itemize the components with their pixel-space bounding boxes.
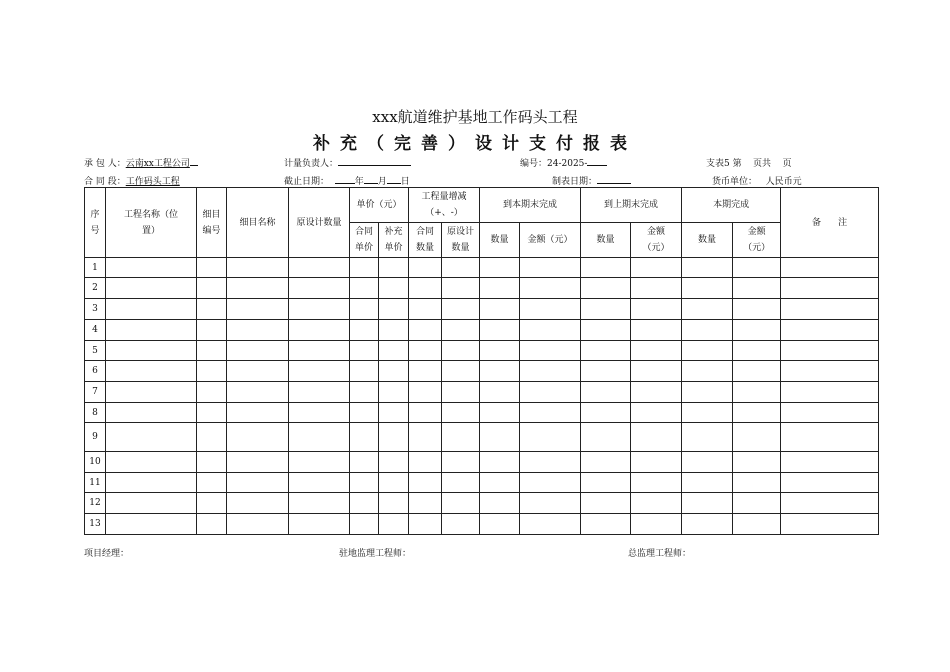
measure-field xyxy=(284,156,411,169)
header-seq: 序 号 xyxy=(85,188,106,258)
day-label: 日 xyxy=(400,177,410,187)
table-cell xyxy=(781,473,879,493)
table-row xyxy=(85,514,879,535)
table-cell xyxy=(733,341,781,361)
table-cell xyxy=(581,403,631,423)
table-cell xyxy=(631,299,682,320)
table-cell xyxy=(227,514,289,535)
table-cell xyxy=(631,452,682,473)
table-cell xyxy=(520,361,581,382)
table-cell xyxy=(442,382,480,403)
header-project-name: 工程名称（位 置） xyxy=(106,188,197,258)
table-cell xyxy=(442,361,480,382)
table-cell xyxy=(409,320,442,341)
table-cell xyxy=(442,341,480,361)
table-cell xyxy=(581,473,631,493)
header-contract-qty: 合同 数量 xyxy=(409,223,442,258)
table-cell xyxy=(350,493,379,514)
table-cell xyxy=(379,341,409,361)
measure-label: 计量负责人： xyxy=(284,159,339,169)
table-cell xyxy=(631,341,682,361)
contract-section-field xyxy=(84,174,180,187)
table-cell xyxy=(520,493,581,514)
table-cell xyxy=(480,361,520,382)
table-cell xyxy=(289,473,350,493)
table-cell xyxy=(379,382,409,403)
table-cell xyxy=(631,514,682,535)
table-cell xyxy=(733,514,781,535)
contract-label: 合 同 段： xyxy=(84,177,126,187)
header-this-period: 本期完成 xyxy=(682,188,781,223)
table-cell xyxy=(289,403,350,423)
table-cell xyxy=(733,473,781,493)
table-cell xyxy=(227,278,289,299)
table-cell xyxy=(409,473,442,493)
table-cell xyxy=(227,423,289,452)
deadline-label: 截止日期： xyxy=(284,177,330,187)
table-body xyxy=(85,258,879,535)
table-cell xyxy=(350,361,379,382)
table-cell xyxy=(379,493,409,514)
table-cell xyxy=(682,258,733,278)
table-cell xyxy=(682,403,733,423)
table-cell xyxy=(733,382,781,403)
table-cell xyxy=(682,382,733,403)
table-cell xyxy=(197,320,227,341)
table-cell xyxy=(289,361,350,382)
table-cell xyxy=(197,299,227,320)
table-cell xyxy=(106,341,197,361)
number-label: 编号：24-2025- xyxy=(520,159,588,169)
table-cell xyxy=(733,258,781,278)
table-cell xyxy=(289,299,350,320)
table-cell xyxy=(631,361,682,382)
table-cell xyxy=(379,473,409,493)
table-cell xyxy=(733,452,781,473)
table-cell xyxy=(781,258,879,278)
make-date-blank xyxy=(597,174,631,184)
table-cell xyxy=(581,278,631,299)
table-cell xyxy=(197,473,227,493)
row-number: 8 xyxy=(85,403,106,423)
table-cell xyxy=(682,452,733,473)
year-blank xyxy=(335,174,355,184)
table-cell xyxy=(781,452,879,473)
table-cell xyxy=(480,473,520,493)
header-orig-qty: 原设计数量 xyxy=(289,188,350,258)
table-cell xyxy=(409,452,442,473)
table-cell xyxy=(197,423,227,452)
table-cell xyxy=(581,299,631,320)
header-cum-current-qty: 数量 xyxy=(480,223,520,258)
table-row xyxy=(85,320,879,341)
payment-report-table xyxy=(84,187,879,535)
page-unit: 页 xyxy=(782,159,792,169)
table-cell xyxy=(197,514,227,535)
table-cell xyxy=(581,341,631,361)
table-cell xyxy=(682,299,733,320)
table-cell xyxy=(289,493,350,514)
footer-chief-engineer: 总监理工程师： xyxy=(628,549,692,559)
table-cell xyxy=(480,341,520,361)
table-cell xyxy=(379,258,409,278)
table-cell xyxy=(442,278,480,299)
table-cell xyxy=(520,382,581,403)
table-cell xyxy=(350,514,379,535)
table-cell xyxy=(409,258,442,278)
table-cell xyxy=(480,382,520,403)
table-cell xyxy=(442,299,480,320)
table-cell xyxy=(379,403,409,423)
table-cell xyxy=(581,258,631,278)
table-cell xyxy=(409,382,442,403)
header-supp-price: 补充 单价 xyxy=(379,223,409,258)
table-cell xyxy=(480,423,520,452)
currency-value: 人民币元 xyxy=(765,177,802,187)
table-cell xyxy=(379,452,409,473)
table-cell xyxy=(733,403,781,423)
table-cell xyxy=(682,473,733,493)
table-cell xyxy=(350,341,379,361)
table-cell xyxy=(350,452,379,473)
page-total: 页共 xyxy=(753,159,772,169)
table-cell xyxy=(409,299,442,320)
table-cell xyxy=(350,382,379,403)
table-cell xyxy=(227,403,289,423)
table-cell xyxy=(581,361,631,382)
table-cell xyxy=(631,473,682,493)
table-cell xyxy=(781,341,879,361)
contractor-label: 承 包 人： xyxy=(84,159,126,169)
table-cell xyxy=(581,423,631,452)
table-cell xyxy=(442,452,480,473)
table-row xyxy=(85,278,879,299)
table-row xyxy=(85,493,879,514)
footer-site-engineer: 驻地监理工程师： xyxy=(339,549,412,559)
table-cell xyxy=(350,258,379,278)
table-cell xyxy=(682,493,733,514)
table-cell xyxy=(106,493,197,514)
table-row xyxy=(85,423,879,452)
table-cell xyxy=(631,278,682,299)
table-cell xyxy=(379,278,409,299)
table-cell xyxy=(442,423,480,452)
table-cell xyxy=(379,423,409,452)
header-item-no: 细目 编号 xyxy=(197,188,227,258)
table-cell xyxy=(409,514,442,535)
measure-blank xyxy=(338,156,411,166)
table-cell xyxy=(631,423,682,452)
table-cell xyxy=(520,452,581,473)
contractor-value: 云南xx工程公司 xyxy=(125,159,190,169)
table-cell xyxy=(379,320,409,341)
table-cell xyxy=(442,493,480,514)
table-cell xyxy=(289,278,350,299)
day-blank xyxy=(387,174,401,184)
header-qty-change: 工程量增减 （+、-） xyxy=(409,188,480,223)
table-cell xyxy=(409,403,442,423)
row-number: 4 xyxy=(85,320,106,341)
table-cell xyxy=(781,423,879,452)
table-cell xyxy=(480,278,520,299)
table-cell xyxy=(781,299,879,320)
table-cell xyxy=(733,299,781,320)
month-blank xyxy=(364,174,378,184)
table-cell xyxy=(631,493,682,514)
table-cell xyxy=(350,278,379,299)
table-cell xyxy=(289,320,350,341)
table-cell xyxy=(581,514,631,535)
table-cell xyxy=(197,278,227,299)
contractor-field xyxy=(84,156,198,169)
table-cell xyxy=(106,514,197,535)
table-cell xyxy=(106,320,197,341)
table-cell xyxy=(409,341,442,361)
table-cell xyxy=(442,320,480,341)
table-cell xyxy=(682,341,733,361)
table-cell xyxy=(781,403,879,423)
table-cell xyxy=(289,258,350,278)
row-number: 2 xyxy=(85,278,106,299)
table-cell xyxy=(227,361,289,382)
header-contract-price: 合同 单价 xyxy=(350,223,379,258)
header-item-name: 细目名称 xyxy=(227,188,289,258)
table-cell xyxy=(733,493,781,514)
table-cell xyxy=(289,452,350,473)
header-this-period-amount: 金额 （元） xyxy=(733,223,781,258)
table-cell xyxy=(379,361,409,382)
row-number: 9 xyxy=(85,423,106,452)
table-cell xyxy=(106,299,197,320)
table-row xyxy=(85,258,879,278)
table-row xyxy=(85,299,879,320)
row-number: 3 xyxy=(85,299,106,320)
table-cell xyxy=(781,493,879,514)
table-cell xyxy=(197,403,227,423)
table-cell xyxy=(682,514,733,535)
table-cell xyxy=(581,382,631,403)
table-cell xyxy=(631,320,682,341)
table-cell xyxy=(106,361,197,382)
table-cell xyxy=(227,341,289,361)
table-cell xyxy=(682,320,733,341)
table-cell xyxy=(106,278,197,299)
table-cell xyxy=(379,299,409,320)
table-cell xyxy=(480,493,520,514)
deadline-field xyxy=(284,174,410,187)
table-cell xyxy=(520,320,581,341)
table-cell xyxy=(197,452,227,473)
row-number: 10 xyxy=(85,452,106,473)
table-cell xyxy=(106,452,197,473)
table-no: 支表5 第 xyxy=(706,159,742,169)
table-cell xyxy=(631,403,682,423)
header-unit-price: 单价（元） xyxy=(350,188,409,223)
table-cell xyxy=(781,361,879,382)
make-date-field xyxy=(552,174,631,187)
table-cell xyxy=(227,452,289,473)
table-cell xyxy=(197,258,227,278)
table-cell xyxy=(581,452,631,473)
table-cell xyxy=(379,514,409,535)
header-cum-previous-qty: 数量 xyxy=(581,223,631,258)
table-cell xyxy=(480,403,520,423)
table-cell xyxy=(350,299,379,320)
report-title-line1: xxx航道维护基地工作码头工程 xyxy=(372,108,578,126)
table-cell xyxy=(520,423,581,452)
report-title-line2: 补充（完善）设计支付报表 xyxy=(313,134,637,154)
table-cell xyxy=(480,320,520,341)
table-cell xyxy=(682,361,733,382)
table-cell xyxy=(781,320,879,341)
table-cell xyxy=(106,403,197,423)
header-remark: 备 注 xyxy=(781,188,879,258)
contract-value: 工作码头工程 xyxy=(125,177,180,187)
row-number: 13 xyxy=(85,514,106,535)
table-cell xyxy=(480,299,520,320)
table-cell xyxy=(520,278,581,299)
year-label: 年 xyxy=(354,177,364,187)
header-orig-design-qty: 原设计 数量 xyxy=(442,223,480,258)
table-cell xyxy=(581,493,631,514)
table-cell xyxy=(227,473,289,493)
table-row xyxy=(85,452,879,473)
table-cell xyxy=(442,514,480,535)
table-cell xyxy=(581,320,631,341)
table-cell xyxy=(106,382,197,403)
table-cell xyxy=(781,514,879,535)
table-cell xyxy=(480,514,520,535)
table-cell xyxy=(289,514,350,535)
table-cell xyxy=(520,403,581,423)
currency-field xyxy=(712,174,802,187)
table-cell xyxy=(227,493,289,514)
table-cell xyxy=(480,452,520,473)
table-cell xyxy=(733,423,781,452)
table-row xyxy=(85,341,879,361)
table-cell xyxy=(197,493,227,514)
table-cell xyxy=(520,258,581,278)
month-label: 月 xyxy=(377,177,387,187)
row-number: 1 xyxy=(85,258,106,278)
table-row xyxy=(85,361,879,382)
table-cell xyxy=(480,258,520,278)
table-cell xyxy=(442,403,480,423)
header-cum-current: 到本期末完成 xyxy=(480,188,581,223)
table-cell xyxy=(442,258,480,278)
table-cell xyxy=(409,278,442,299)
table-cell xyxy=(227,320,289,341)
table-cell xyxy=(781,382,879,403)
table-cell xyxy=(289,382,350,403)
number-field xyxy=(520,156,607,169)
table-cell xyxy=(631,382,682,403)
table-cell xyxy=(781,278,879,299)
table-cell xyxy=(520,341,581,361)
table-cell xyxy=(520,514,581,535)
table-cell xyxy=(227,382,289,403)
table-cell xyxy=(197,341,227,361)
table-cell xyxy=(409,493,442,514)
table-cell xyxy=(409,423,442,452)
table-cell xyxy=(350,403,379,423)
table-cell xyxy=(350,320,379,341)
row-number: 7 xyxy=(85,382,106,403)
row-number: 11 xyxy=(85,473,106,493)
table-cell xyxy=(733,278,781,299)
number-blank xyxy=(587,156,607,166)
table-row xyxy=(85,473,879,493)
row-number: 6 xyxy=(85,361,106,382)
table-cell xyxy=(350,423,379,452)
table-cell xyxy=(350,473,379,493)
table-cell xyxy=(442,473,480,493)
header-cum-previous-amount: 金额 （元） xyxy=(631,223,682,258)
table-cell xyxy=(197,361,227,382)
table-cell xyxy=(631,258,682,278)
table-cell xyxy=(227,299,289,320)
table-cell xyxy=(106,473,197,493)
footer-pm: 项目经理： xyxy=(84,549,130,559)
header-cum-previous: 到上期末完成 xyxy=(581,188,682,223)
header-this-period-qty: 数量 xyxy=(682,223,733,258)
table-cell xyxy=(289,423,350,452)
currency-label: 货币单位： xyxy=(712,177,758,187)
make-date-label: 制表日期： xyxy=(552,177,598,187)
row-number: 5 xyxy=(85,341,106,361)
table-cell xyxy=(106,258,197,278)
table-row xyxy=(85,382,879,403)
table-cell xyxy=(520,473,581,493)
table-cell xyxy=(289,341,350,361)
table-cell xyxy=(682,278,733,299)
table-cell xyxy=(106,423,197,452)
row-number: 12 xyxy=(85,493,106,514)
table-row xyxy=(85,403,879,423)
table-cell xyxy=(733,361,781,382)
page-field xyxy=(706,156,792,169)
table-cell xyxy=(733,320,781,341)
table-cell xyxy=(227,258,289,278)
table-cell xyxy=(197,382,227,403)
table-cell xyxy=(682,423,733,452)
table-cell xyxy=(520,299,581,320)
table-cell xyxy=(409,361,442,382)
header-cum-current-amount: 金额（元） xyxy=(520,223,581,258)
contractor-blank xyxy=(190,156,198,166)
